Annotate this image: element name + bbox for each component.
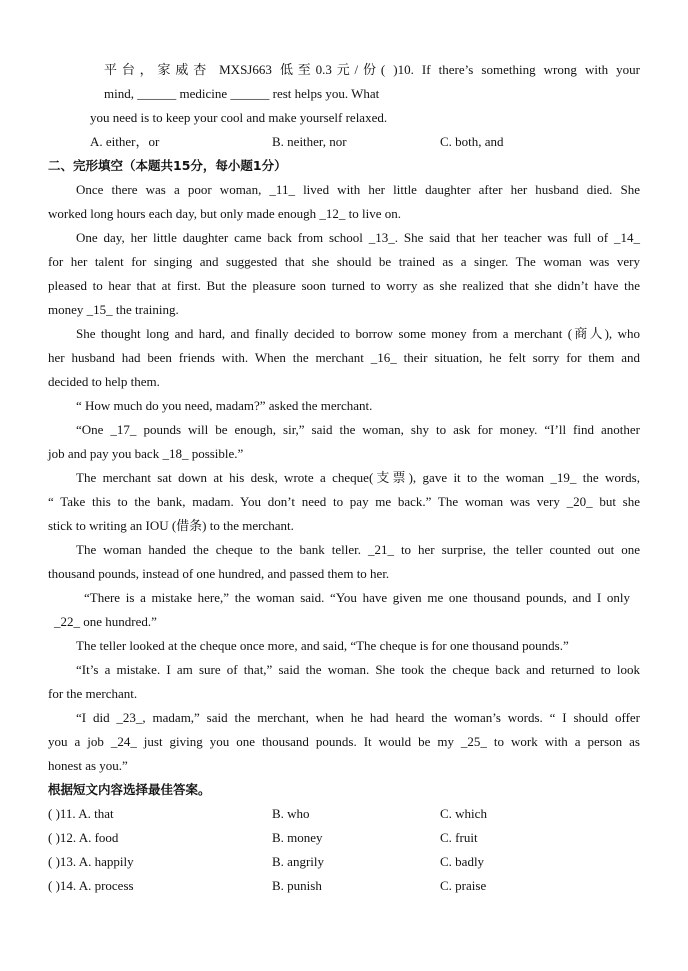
passage-line: you a job _24_ just giving you one thousand pounds. It would be my _25_ to work with a person as	[48, 734, 640, 749]
passage-line: The woman handed the cheque to the bank teller. _21_ to her surprise, the teller counted out one	[76, 542, 640, 557]
question-13-c: C. badly	[440, 854, 485, 869]
passage-line: “ Take this to the bank, madam. You don’t need to pay me back.” The woman was very _20_ but she	[48, 494, 640, 509]
passage-line: for her talent for singing and suggested that she should be trained as a singer. The woman was very	[48, 254, 640, 269]
passage-line: “One _17_ pounds will be enough, sir,” said the woman, shy to ask for money. “I’ll find another	[76, 422, 640, 437]
passage-line: She thought long and hard, and finally decided to borrow some money from a merchant (商人), who	[76, 326, 640, 341]
passage-line: “There is a mistake here,” the woman said. “You have given me one thousand pounds, and I only	[84, 590, 630, 605]
passage-line: The merchant sat down at his desk, wrote a cheque(支票), gave it to the woman _19_ the words,	[76, 470, 640, 485]
question-12-b: B. money	[272, 830, 323, 845]
question-12-c: C. fruit	[440, 830, 478, 845]
passage-line: thousand pounds, instead of one hundred, and passed them to her.	[48, 566, 390, 581]
passage-line: _22_ one hundred.”	[54, 614, 157, 629]
question-13-b: B. angrily	[272, 854, 324, 869]
q10-line2: mind, ______ medicine ______ rest helps you. What	[104, 86, 380, 101]
passage-line: for the merchant.	[48, 686, 138, 701]
passage-line: her husband had been friends with. When the merchant _16_ their situation, he felt sorry for them and	[48, 350, 640, 365]
passage-line: worked long hours each day, but only made enough _12_ to live on.	[48, 206, 401, 221]
q10-option-c: C. both, and	[440, 134, 504, 149]
question-11-b: B. who	[272, 806, 310, 821]
question-14-a: ( )14. A. process	[48, 878, 134, 893]
passage-line: pleased to hear that at first. But the pleasure soon turned to worry as she realized that she didn’t have the	[48, 278, 640, 293]
question-12-a: ( )12. A. food	[48, 830, 119, 845]
question-14-b: B. punish	[272, 878, 322, 893]
q10-option-a: A. either，or	[90, 134, 160, 149]
section-title: 二、完形填空（本题共15分，每小题1分）	[48, 158, 287, 173]
passage-line: stick to writing an IOU (借条) to the merchant.	[48, 518, 294, 533]
passage-line: “It’s a mistake. I am sure of that,” said the woman. She took the cheque back and returned to look	[76, 662, 640, 677]
passage-line: decided to help them.	[48, 374, 160, 389]
passage-line: honest as you.”	[48, 758, 128, 773]
instruction: 根据短文内容选择最佳答案。	[48, 782, 211, 797]
passage-line: One day, her little daughter came back from school _13_. She said that her teacher was full of _14_	[76, 230, 640, 245]
question-13-a: ( )13. A. happily	[48, 854, 134, 869]
passage-line: “ How much do you need, madam?” asked the merchant.	[76, 398, 373, 413]
q10-line1: 平台，家威杏 MXSJ663 低至0.3元/份( )10. If there’s something wrong with your	[104, 62, 640, 77]
passage-line: job and pay you back _18_ possible.”	[48, 446, 244, 461]
passage-line: The teller looked at the cheque once more, and said, “The cheque is for one thousand pounds.”	[76, 638, 569, 653]
question-11-c: C. which	[440, 806, 487, 821]
question-14-c: C. praise	[440, 878, 487, 893]
passage-line: money _15_ the training.	[48, 302, 179, 317]
passage-line: “I did _23_, madam,” said the merchant, when he had heard the woman’s words. “ I should offer	[76, 710, 640, 725]
question-11-a: ( )11. A. that	[48, 806, 114, 821]
passage-line: Once there was a poor woman, _11_ lived with her little daughter after her husband died. She	[76, 182, 640, 197]
q10-option-b: B. neither, nor	[272, 134, 347, 149]
q10-line3: you need is to keep your cool and make yourself relaxed.	[90, 110, 388, 125]
